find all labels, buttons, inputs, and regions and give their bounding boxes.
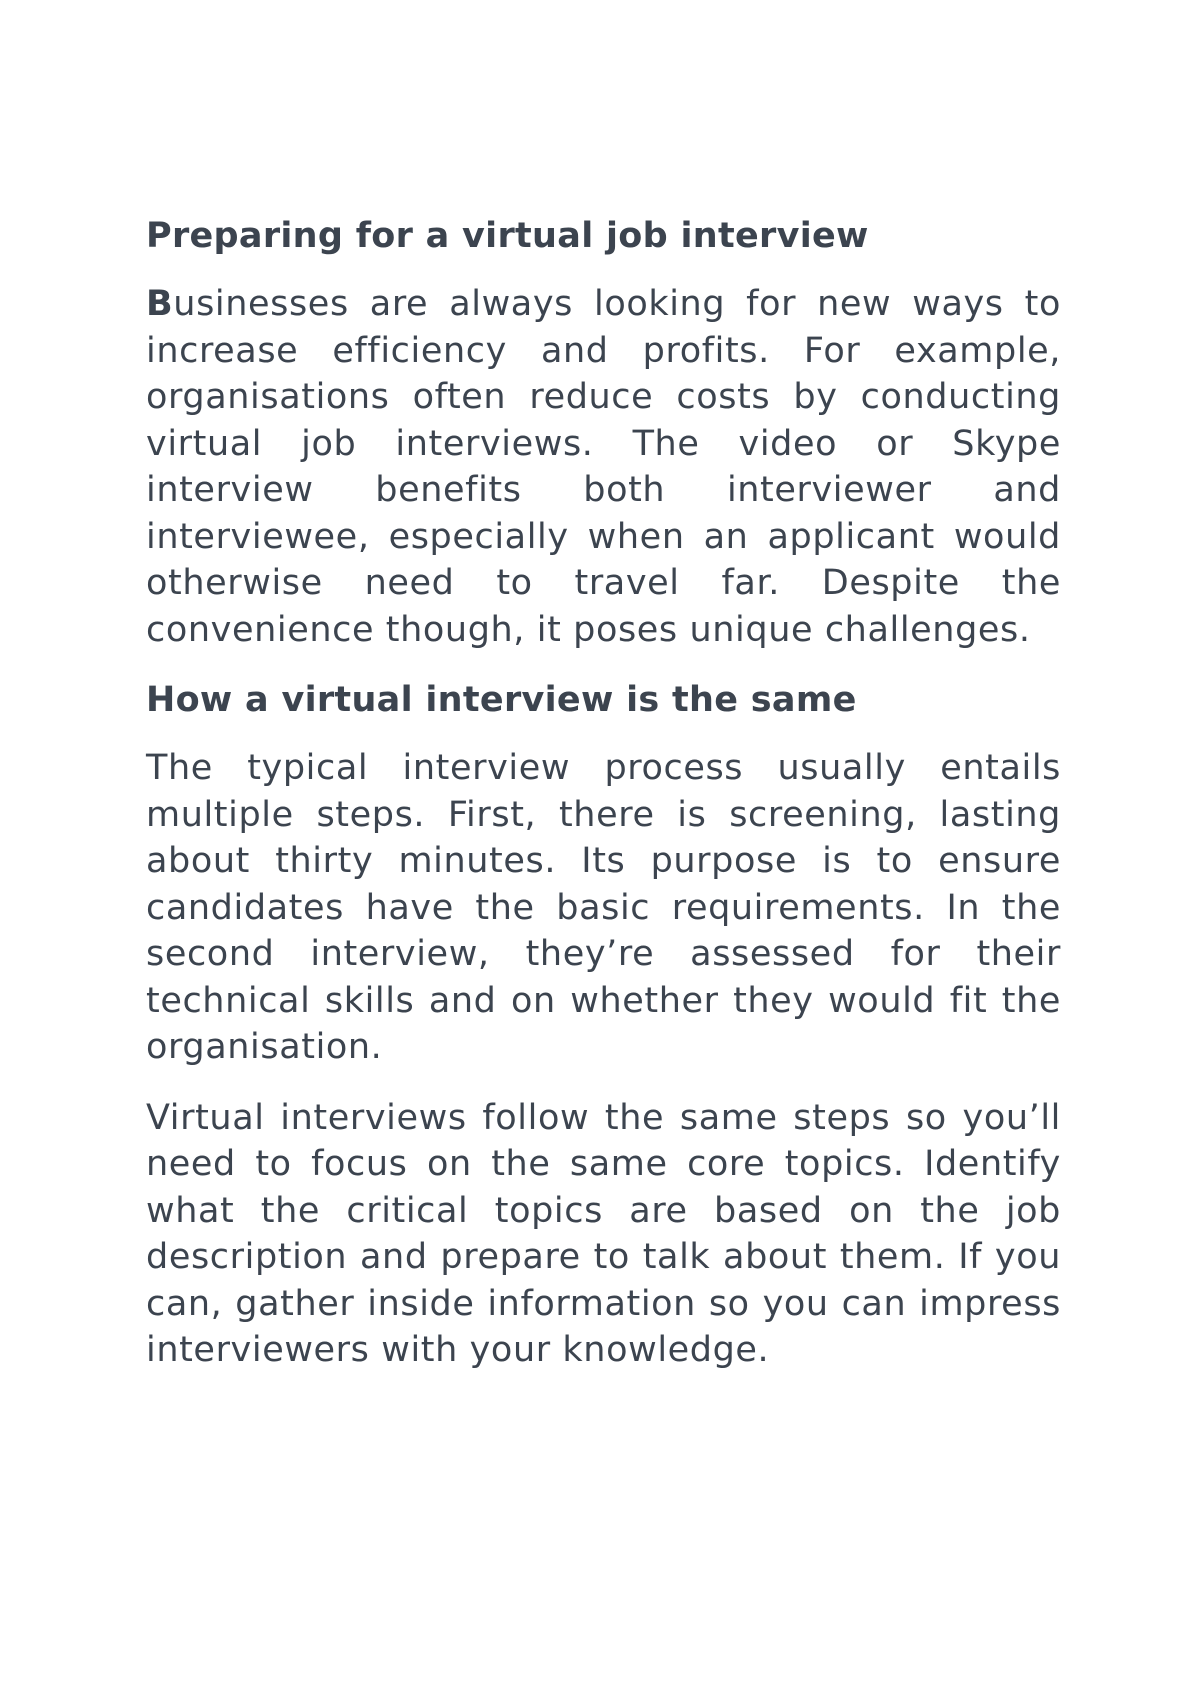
page-title: Preparing for a virtual job interview xyxy=(146,216,869,256)
intro-text: usinesses are always looking for new ways to increase efficiency and profits. For example, organisations often reduce costs by conducting virtual job interviews. The video or Skype interview benefits both interviewer and interviewee, especially when an applicant would otherwise need to travel far. Despite the convenience though, it poses unique challenges. xyxy=(146,284,1061,650)
document-page xyxy=(146,213,1061,1374)
intro-first-letter: B xyxy=(146,284,174,324)
section-heading: How a virtual interview is the same xyxy=(146,680,857,720)
body-paragraph-1: The typical interview process usually entails multiple steps. First, there is screening, lasting about thirty minutes. Its purpose is to ensure candidates have the basic requirements. In the second interview, they’re assessed for their technical skills and on whether they would fit the organisation. xyxy=(146,748,1061,1067)
intro-paragraph xyxy=(146,281,1061,653)
body-paragraph-2: Virtual interviews follow the same steps so you’ll need to focus on the same core topics. Identify what the critical topics are based on the job description and prepare to talk about them. If you can, gather inside information so you can impress interviewers with your knowledge. xyxy=(146,1097,1061,1370)
